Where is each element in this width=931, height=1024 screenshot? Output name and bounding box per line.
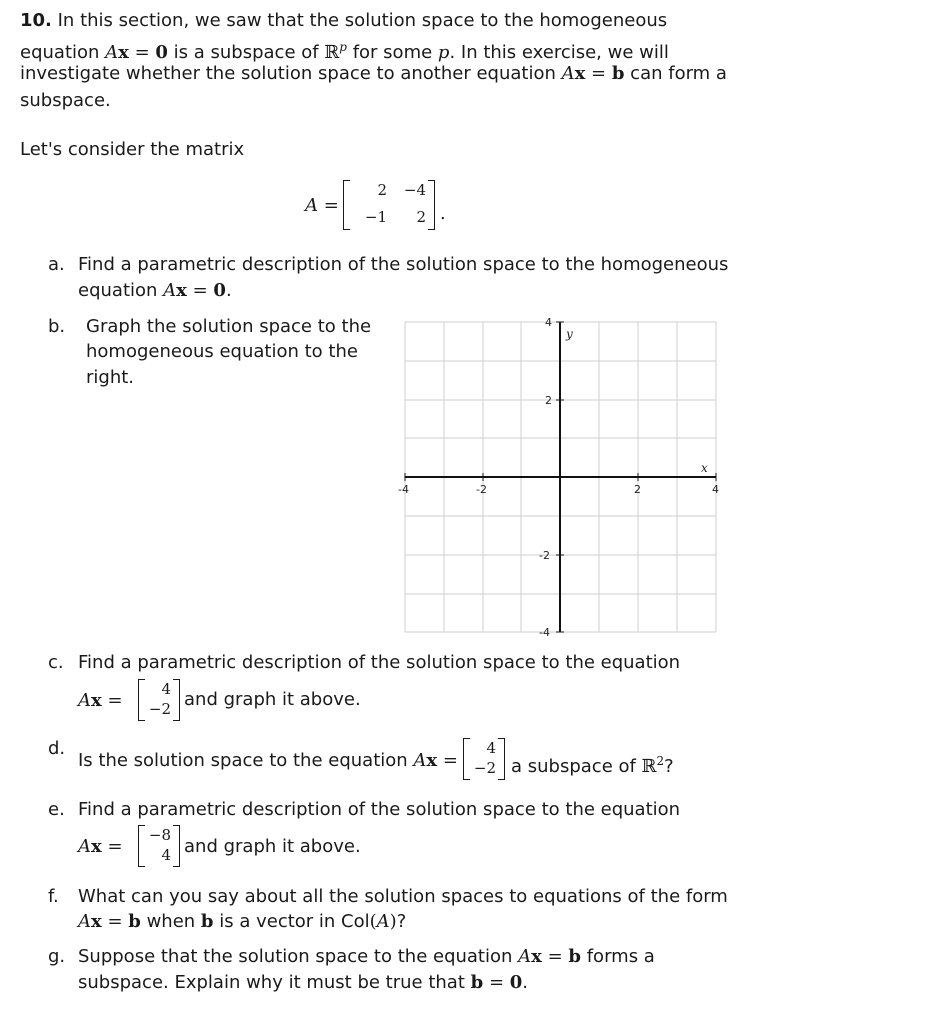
- x-axis-label: x: [701, 461, 708, 475]
- math-x: x: [176, 280, 187, 301]
- matrix-left-bracket: [343, 180, 350, 230]
- math-x: x: [574, 63, 586, 84]
- consider-text: Let's consider the matrix: [20, 139, 245, 160]
- math-b: b: [568, 946, 581, 967]
- matrix-entry-22: 2: [416, 208, 426, 226]
- part-d-text: Is the solution space to the equation: [78, 750, 414, 771]
- math-A: A: [518, 946, 532, 967]
- matrix-label: A =: [305, 195, 339, 216]
- part-g-text-2: forms a: [581, 946, 655, 967]
- part-c-equation: [78, 688, 123, 714]
- math-zero: 0: [509, 972, 523, 993]
- intro-text-2c: for some: [346, 42, 438, 63]
- x-tick-label: -4: [398, 483, 409, 496]
- part-a-line-1: Find a parametric description of the solution space to the homogeneous: [78, 254, 729, 275]
- math-zero: 0: [213, 280, 226, 301]
- math-b: b: [470, 972, 484, 993]
- vector-entry-2: 4: [161, 846, 171, 864]
- vector-left-bracket: [138, 679, 145, 721]
- vector-entry-1: 4: [161, 680, 171, 698]
- math-x: x: [91, 690, 102, 711]
- math-eq: =: [128, 42, 156, 63]
- math-lparen: (: [369, 911, 377, 932]
- part-f-line-2: [78, 909, 406, 935]
- math-x: x: [91, 911, 102, 932]
- intro-text-2a: equation: [20, 42, 106, 63]
- vector-right-bracket: [173, 679, 180, 721]
- part-f-letter: f.: [48, 886, 59, 907]
- y-tick-label: -2: [539, 549, 550, 562]
- part-g-text-3: subspace. Explain why it must be true that: [78, 972, 471, 993]
- y-tick-label: 2: [545, 394, 552, 407]
- math-A: A: [376, 911, 390, 932]
- part-e-equation: [78, 834, 123, 860]
- math-x: x: [118, 42, 129, 63]
- vector-entry-1: 4: [486, 739, 496, 757]
- x-tick-label: -2: [476, 483, 487, 496]
- math-A: A: [163, 280, 177, 301]
- part-d-line: [78, 748, 458, 774]
- matrix-entry-12: −4: [403, 181, 426, 199]
- vector-entry-2: −2: [473, 759, 496, 777]
- part-f-line-1: What can you say about all the solution spaces to equations of the form: [78, 886, 728, 907]
- math-eq: =: [437, 750, 458, 771]
- part-c-letter: c.: [48, 652, 64, 673]
- part-g-letter: g.: [48, 946, 66, 967]
- part-g-text: Suppose that the solution space to the equation: [78, 946, 519, 967]
- part-d-vector: [463, 738, 505, 780]
- math-A: A: [78, 836, 91, 857]
- math-R: ℝ: [324, 42, 340, 63]
- math-x: x: [91, 836, 102, 857]
- matrix-entry-21: −1: [364, 208, 387, 226]
- vector-entry-1: −8: [148, 826, 171, 844]
- part-c-after: and graph it above.: [184, 689, 361, 710]
- coordinate-grid-graph[interactable]: [395, 312, 735, 642]
- part-a-text: equation: [78, 280, 164, 301]
- part-c-line-1: Find a parametric description of the solution space to the equation: [78, 652, 681, 673]
- math-eq: =: [101, 911, 129, 932]
- y-tick-label: 4: [545, 316, 552, 329]
- math-x: x: [426, 750, 438, 771]
- intro-text-3b: can form a: [624, 63, 727, 84]
- intro-text-3a: investigate whether the solution space to another equation: [20, 63, 562, 84]
- part-d-text-2: a subspace of: [511, 756, 642, 777]
- part-a-letter: a.: [48, 254, 65, 275]
- math-x: x: [531, 946, 542, 967]
- part-b-letter: b.: [48, 316, 66, 337]
- math-p: p: [437, 42, 450, 63]
- part-b-line-1: Graph the solution space to the: [86, 316, 372, 337]
- problem-intro-line-1: [20, 8, 667, 34]
- math-eq: =: [585, 63, 612, 84]
- math-b: b: [200, 911, 214, 932]
- math-A: A: [561, 63, 575, 84]
- math-p-sup: p: [339, 40, 347, 54]
- math-A: A: [78, 911, 91, 932]
- part-g-line-1: [78, 944, 655, 970]
- math-R: ℝ: [641, 756, 657, 777]
- math-A: A: [78, 690, 91, 711]
- part-c-vector: [138, 679, 180, 721]
- vector-right-bracket: [498, 738, 505, 780]
- part-a-line-2: [78, 278, 232, 304]
- math-eq: =: [101, 836, 123, 857]
- part-g-line-2: [78, 970, 528, 996]
- x-tick-label: 2: [634, 483, 641, 496]
- math-col: Col: [341, 911, 370, 932]
- vector-left-bracket: [138, 825, 145, 867]
- math-b: b: [128, 911, 141, 932]
- part-f-text-2: is a vector in: [213, 911, 342, 932]
- part-d-letter: d.: [48, 738, 66, 759]
- part-b-line-2: homogeneous equation to the: [86, 341, 358, 362]
- part-f-question-mark: ?: [396, 911, 407, 932]
- part-e-letter: e.: [48, 799, 65, 820]
- vector-right-bracket: [173, 825, 180, 867]
- math-eq: =: [541, 946, 569, 967]
- math-A: A: [105, 42, 119, 63]
- part-f-text: when: [140, 911, 201, 932]
- matrix-A: [343, 180, 435, 230]
- math-eq: =: [483, 972, 510, 993]
- math-zero: 0: [155, 42, 168, 63]
- matrix-entry-11: 2: [377, 181, 387, 199]
- math-eq: =: [186, 280, 214, 301]
- intro-text-1: In this section, we saw that the solution space to the homogeneous: [57, 10, 668, 31]
- vector-entry-2: −2: [148, 700, 171, 718]
- vector-left-bracket: [463, 738, 470, 780]
- part-g-period: .: [522, 972, 529, 993]
- intro-text-2b: is a subspace of: [167, 42, 325, 63]
- math-b: b: [611, 63, 625, 84]
- math-eq: =: [101, 690, 123, 711]
- intro-text-2d: . In this exercise, we will: [449, 42, 669, 63]
- part-a-period: .: [225, 280, 232, 301]
- part-e-vector: [138, 825, 180, 867]
- y-tick-label: -4: [539, 626, 550, 639]
- matrix-period: .: [440, 203, 446, 224]
- part-d-question-mark: ?: [664, 756, 674, 777]
- math-A: A: [413, 750, 427, 771]
- y-axis-label: y: [566, 327, 573, 341]
- part-e-after: and graph it above.: [184, 836, 361, 857]
- problem-intro-line-3: [20, 61, 727, 87]
- part-d-after: [511, 748, 674, 780]
- matrix-right-bracket: [428, 180, 435, 230]
- math-rparen: ): [389, 911, 397, 932]
- part-b-line-3: right.: [86, 367, 135, 388]
- problem-number: 10.: [20, 10, 52, 31]
- x-tick-label: 4: [712, 483, 719, 496]
- problem-intro-line-4: subspace.: [20, 90, 111, 111]
- math-two-sup: 2: [656, 754, 665, 768]
- part-e-line-1: Find a parametric description of the solution space to the equation: [78, 799, 681, 820]
